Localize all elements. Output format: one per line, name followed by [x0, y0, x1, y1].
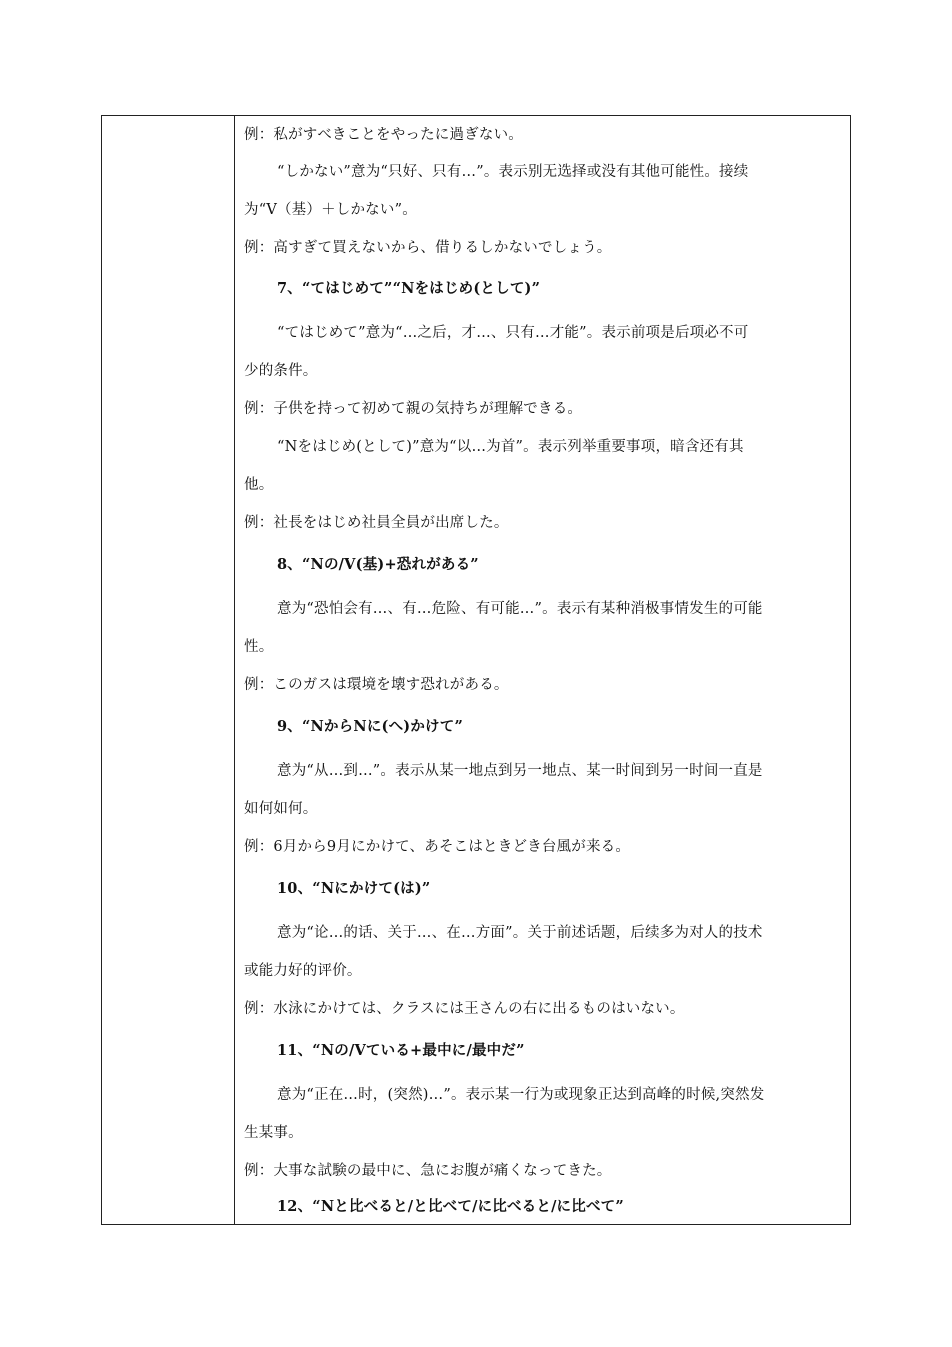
- text-line: 性。: [244, 639, 274, 655]
- section-heading-12: 12、“Nと比べると/と比べて/に比べると/に比べて”: [277, 1198, 624, 1215]
- example-line: 例：水泳にかけては、クラスには王さんの右に出るものはいない。: [244, 1001, 685, 1017]
- text-line: “Nをはじめ(として)”意为“以…为首”。表示列举重要事项，暗含还有其: [277, 439, 744, 455]
- left-column: [102, 116, 235, 1224]
- example-line: 例：このガスは環境を壊す恐れがある。: [244, 677, 509, 693]
- text-line: 他。: [244, 477, 274, 493]
- example-line: 例：社長をはじめ社員全員が出席した。: [244, 515, 509, 531]
- example-line: 例：大事な試験の最中に、急にお腹が痛くなってきた。: [244, 1163, 612, 1179]
- grammar-table: [101, 115, 851, 1225]
- text-line: “てはじめて”意为“…之后，才…、只有…才能”。表示前项是后项必不可: [277, 325, 749, 341]
- section-heading-11: 11、“Nの/Vている+最中に/最中だ”: [277, 1042, 525, 1059]
- text-line: 意为“论…的话、关于…、在…方面”。关于前述话题，后续多为对人的技术: [277, 925, 763, 941]
- section-heading-7: 7、“てはじめて”“Nをはじめ(として)”: [277, 280, 541, 297]
- section-heading-9: 9、“NからNに(へ)かけて”: [277, 718, 463, 735]
- section-heading-10: 10、“Nにかけて(は)”: [277, 880, 431, 897]
- content-column: [235, 116, 850, 1224]
- example-line: 例：私がすべきことをやったに過ぎない。: [244, 127, 524, 143]
- example-line: 例：高すぎて買えないから、借りるしかないでしょう。: [244, 240, 612, 256]
- text-line: “しかない”意为“只好、只有…”。表示别无选择或没有其他可能性。接续: [277, 164, 749, 180]
- text-line: 或能力好的评价。: [244, 963, 362, 979]
- text-line: 少的条件。: [244, 363, 318, 379]
- example-line: 例：6月から9月にかけて、あそこはときどき台風が来る。: [244, 839, 631, 855]
- text-line: 意为“从…到…”。表示从某一地点到另一地点、某一时间到另一时间一直是: [277, 763, 763, 779]
- example-line: 例：子供を持って初めて親の気持ちが理解できる。: [244, 401, 583, 417]
- text-line: 如何如何。: [244, 801, 318, 817]
- section-heading-8: 8、“Nの/V(基)+恐れがある”: [277, 556, 479, 573]
- text-line: 意为“恐怕会有…、有…危险、有可能…”。表示有某种消极事情发生的可能: [277, 601, 763, 617]
- text-line: 为“V（基）＋しかない”。: [244, 202, 417, 218]
- text-line: 生某事。: [244, 1125, 303, 1141]
- text-line: 意为“正在…时，(突然)…”。表示某一行为或现象正达到高峰的时候,突然发: [277, 1087, 765, 1103]
